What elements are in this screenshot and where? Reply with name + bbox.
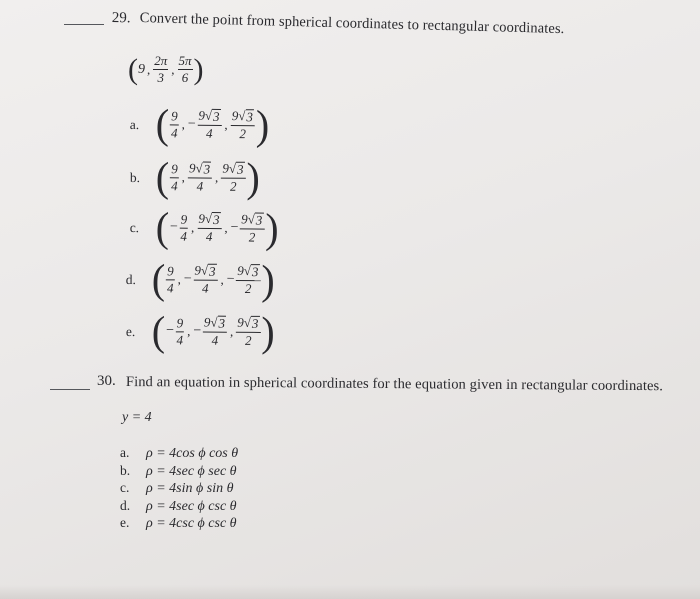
x-denominator: 4 — [167, 279, 174, 295]
option-30-c[interactable] — [120, 479, 233, 497]
question-number-30: 30. — [97, 373, 116, 389]
option-vector: ( $\frac{9}{4}$ , − 9 √ 3 4 , − 9 √ 3 2 ) — [151, 255, 275, 304]
y-coefficient: 9 — [188, 160, 196, 176]
x-sign: − — [168, 219, 179, 235]
question-text-29: Convert the point from spherical coordinates to rectangular coordinates. — [139, 10, 565, 38]
y-sign: − — [182, 271, 193, 287]
option-30-b[interactable] — [120, 462, 237, 480]
paper-bottom-edge — [0, 585, 700, 599]
z-radicand: 3 — [255, 212, 263, 228]
x-denominator: 4 — [176, 331, 184, 347]
y-coefficient: 9 — [203, 314, 211, 330]
z-denominator: 2 — [239, 126, 247, 142]
x-numerator: 9 — [176, 316, 185, 332]
x-numerator: 9 — [180, 212, 189, 228]
point-rho: 9 — [138, 61, 145, 77]
point-theta-num: 2π — [154, 53, 168, 68]
y-sign: − — [192, 323, 202, 339]
y-denominator: 4 — [202, 280, 209, 296]
y-denominator: 4 — [205, 125, 213, 141]
option-letter: e. — [120, 515, 130, 530]
option-30-d[interactable] — [120, 497, 237, 515]
option-vector: ( − $\frac{9}{4}$ , 9 √ 3 4 , − 9 √ 3 2 ) — [155, 203, 279, 252]
question-number-29: 29. — [111, 10, 131, 27]
z-coefficient: 9 — [241, 211, 248, 227]
z-radicand: 3 — [246, 109, 254, 125]
z-coefficient: 9 — [237, 314, 244, 330]
option-equation: ρ = 4sec ϕ csc θ — [146, 498, 237, 514]
z-radicand: 3 — [236, 161, 244, 177]
x-denominator: 4 — [171, 177, 178, 193]
y-sign: − — [186, 116, 197, 132]
option-letter: c. — [129, 219, 140, 236]
point-phi-den: 6 — [181, 70, 189, 85]
option-vector: ( $\frac{9}{4}$ , − 9 √ 3 4 , 9 √ 3 2 ) — [155, 100, 270, 149]
y-radicand: 3 — [209, 263, 216, 279]
z-denominator: 2 — [244, 281, 252, 297]
option-letter: a. — [120, 445, 130, 460]
z-coefficient: 9 — [222, 160, 229, 176]
answer-blank-29[interactable] — [64, 24, 104, 25]
option-equation: ρ = 4sin ϕ sin θ — [146, 481, 234, 496]
x-numerator: 9 — [170, 162, 179, 178]
option-letter: b. — [120, 462, 131, 478]
option-30-e[interactable] — [120, 514, 237, 532]
x-denominator: 4 — [180, 228, 188, 244]
y-radicand: 3 — [212, 108, 220, 124]
z-radicand: 3 — [251, 264, 259, 280]
y-denominator: 4 — [211, 332, 219, 348]
y-denominator: 4 — [196, 178, 204, 194]
option-equation: ρ = 4cos ϕ cos θ — [146, 446, 239, 461]
x-sign: − — [165, 323, 175, 339]
option-letter: e. — [125, 323, 136, 340]
option-vector: ( − $\frac{9}{4}$ , − 9 √ 3 4 , 9 √ 3 2 ) — [151, 307, 275, 356]
given-equation: y = 4 — [122, 410, 152, 425]
y-coefficient: 9 — [198, 107, 205, 123]
y-coefficient: 9 — [194, 262, 202, 278]
z-coefficient: 9 — [231, 108, 239, 124]
option-letter: d. — [125, 271, 137, 288]
option-letter: a. — [129, 116, 140, 133]
option-vector: ( $\frac{9}{4}$ , 9 √ 3 4 , 9 √ 3 2 ) — [155, 153, 260, 202]
y-radicand: 3 — [218, 315, 226, 331]
z-denominator: 2 — [230, 178, 237, 194]
x-numerator: 9 — [166, 264, 175, 280]
question-text-30: Find an equation in spherical coordinates for the equation given in rectangular coordinates. — [125, 374, 664, 395]
z-coefficient: 9 — [237, 262, 244, 279]
z-radicand: 3 — [251, 315, 259, 331]
y-radicand: 3 — [212, 212, 220, 228]
given-point: ( 9 , $\frac{2\pi}{3}$ , $\frac{5\pi}{6}$ ) — [128, 52, 204, 86]
option-letter: b. — [129, 169, 141, 186]
z-denominator: 2 — [244, 332, 252, 348]
y-radicand: 3 — [203, 161, 211, 177]
z-sign: − — [225, 271, 236, 287]
point-phi-num: 5π — [178, 53, 192, 68]
x-denominator: 4 — [170, 124, 178, 140]
x-numerator: 9 — [170, 109, 179, 125]
option-equation: ρ = 4csc ϕ csc θ — [146, 516, 237, 531]
z-sign: − — [229, 220, 240, 236]
point-theta-den: 3 — [157, 70, 164, 85]
z-denominator: 2 — [248, 229, 256, 245]
option-letter: d. — [120, 497, 131, 513]
y-denominator: 4 — [205, 228, 213, 245]
option-letter: c. — [120, 480, 130, 495]
option-30-a[interactable] — [120, 444, 238, 462]
option-equation: ρ = 4sec ϕ sec θ — [146, 463, 237, 479]
y-coefficient: 9 — [198, 210, 205, 226]
answer-blank-30[interactable] — [50, 389, 90, 390]
